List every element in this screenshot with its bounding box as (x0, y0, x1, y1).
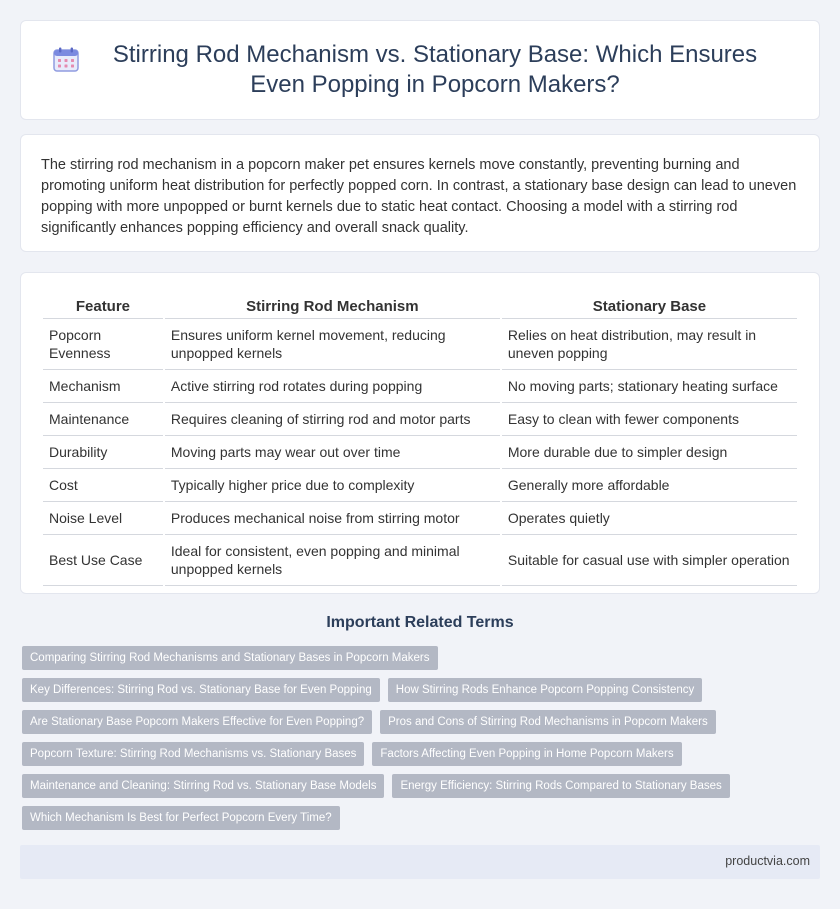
page-title: Stirring Rod Mechanism vs. Stationary Base: Which Ensures Even Popping in Popcorn Makers? (112, 41, 758, 98)
intro-paragraph: The stirring rod mechanism in a popcorn maker pet ensures kernels move constantly, preventing burning and promoting uniform heat distribution for perfectly popped corn. In contrast, a stationary base design can lead to uneven popping with more unpopped or burnt kernels due to static heat contact. Choosing a model with a stirring rod significantly enhances popping efficiency and overall snack quality. (41, 157, 797, 236)
comparison-card (20, 272, 820, 594)
related-term-link[interactable]: Comparing Stirring Rod Mechanisms and Stationary Bases in Popcorn Makers (22, 646, 438, 670)
related-term-link[interactable]: Factors Affecting Even Popping in Home Popcorn Makers (372, 742, 681, 766)
stationary-base-cell: More durable due to simpler design (502, 436, 797, 469)
table-row (43, 469, 797, 502)
stirring-rod-cell: Moving parts may wear out over time (165, 436, 500, 469)
intro-card (20, 134, 820, 252)
feature-cell: Noise Level (43, 502, 163, 535)
feature-cell: Maintenance (43, 403, 163, 436)
title-wrap (21, 21, 819, 119)
table-row (43, 403, 797, 436)
footer-site-name: productvia.com (725, 854, 810, 868)
stirring-rod-cell: Ensures uniform kernel movement, reducing unpopped kernels (165, 319, 500, 370)
table-row (43, 370, 797, 403)
feature-cell: Mechanism (43, 370, 163, 403)
footer-bar (20, 845, 820, 879)
stirring-rod-cell: Ideal for consistent, even popping and minimal unpopped kernels (165, 535, 500, 586)
related-term-link[interactable]: Pros and Cons of Stirring Rod Mechanisms in Popcorn Makers (380, 710, 716, 734)
table-row (43, 436, 797, 469)
related-terms-heading: Important Related Terms (326, 614, 514, 631)
feature-cell: Popcorn Evenness (43, 319, 163, 370)
related-terms-list (22, 646, 802, 838)
related-term-link[interactable]: Energy Efficiency: Stirring Rods Compared to Stationary Bases (392, 774, 729, 798)
related-term-link[interactable]: Are Stationary Base Popcorn Makers Effective for Even Popping? (22, 710, 372, 734)
table-header-row (43, 295, 797, 319)
table-row (43, 502, 797, 535)
comparison-table (41, 295, 799, 586)
header-stirring-rod: Stirring Rod Mechanism (165, 295, 500, 319)
feature-cell: Cost (43, 469, 163, 502)
header-feature: Feature (43, 295, 163, 319)
stationary-base-cell: Suitable for casual use with simpler operation (502, 535, 797, 586)
related-term-link[interactable]: Which Mechanism Is Best for Perfect Popcorn Every Time? (22, 806, 340, 830)
stirring-rod-cell: Produces mechanical noise from stirring motor (165, 502, 500, 535)
stationary-base-cell: No moving parts; stationary heating surface (502, 370, 797, 403)
stirring-rod-cell: Requires cleaning of stirring rod and motor parts (165, 403, 500, 436)
stirring-rod-cell: Typically higher price due to complexity (165, 469, 500, 502)
related-term-link[interactable]: How Stirring Rods Enhance Popcorn Popping Consistency (388, 678, 703, 702)
stirring-rod-cell: Active stirring rod rotates during popping (165, 370, 500, 403)
stationary-base-cell: Operates quietly (502, 502, 797, 535)
feature-cell: Best Use Case (43, 535, 163, 586)
stationary-base-cell: Generally more affordable (502, 469, 797, 502)
table-row (43, 535, 797, 586)
related-term-link[interactable]: Popcorn Texture: Stirring Rod Mechanisms vs. Stationary Bases (22, 742, 364, 766)
title-card (20, 20, 820, 120)
table-row (43, 319, 797, 370)
feature-cell: Durability (43, 436, 163, 469)
stationary-base-cell: Easy to clean with fewer components (502, 403, 797, 436)
stationary-base-cell: Relies on heat distribution, may result in uneven popping (502, 319, 797, 370)
header-stationary-base: Stationary Base (502, 295, 797, 319)
related-term-link[interactable]: Key Differences: Stirring Rod vs. Stationary Base for Even Popping (22, 678, 380, 702)
related-term-link[interactable]: Maintenance and Cleaning: Stirring Rod vs. Stationary Base Models (22, 774, 384, 798)
